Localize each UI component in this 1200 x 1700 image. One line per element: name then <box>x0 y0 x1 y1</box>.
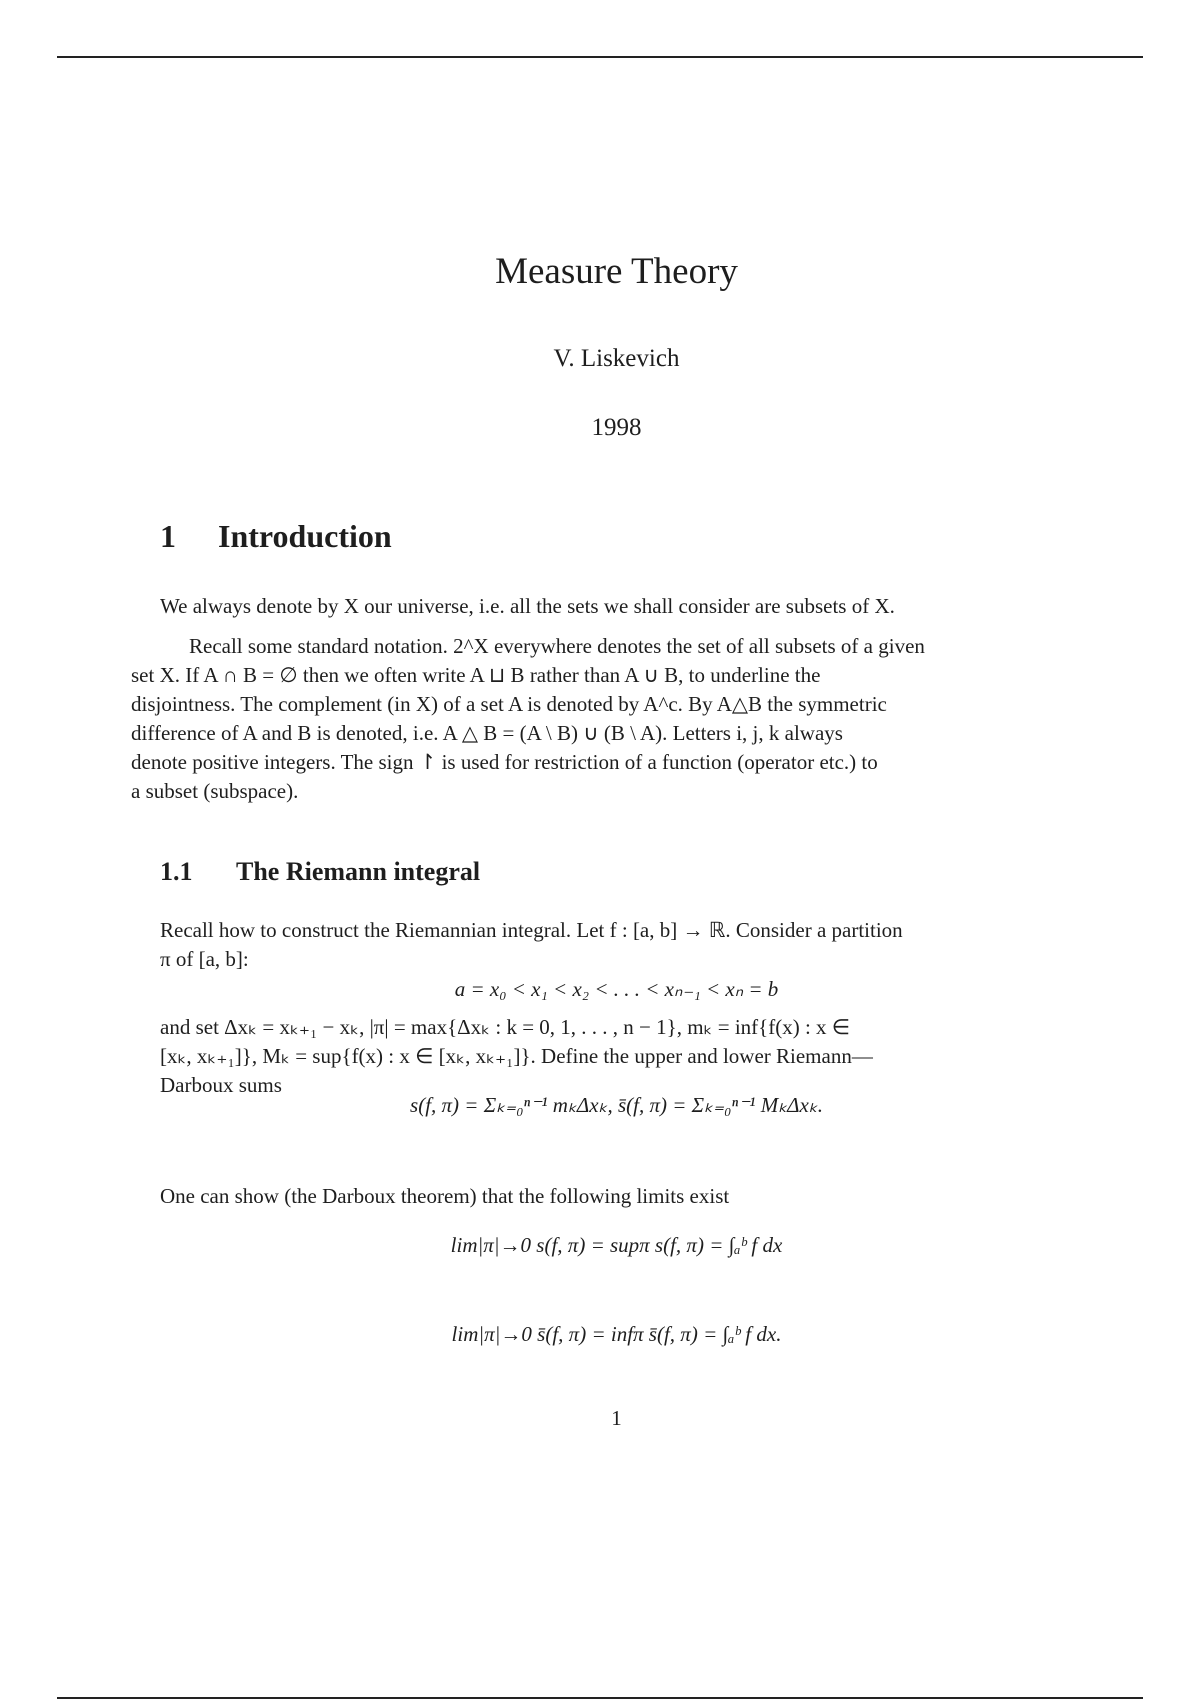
paragraph-partition <box>160 916 1072 974</box>
text-line: disjointness. The complement (in X) of a set A is denoted by A^c. By A△B the symmetric <box>131 692 887 716</box>
equation-partition: a = x₀ < x₁ < x₂ < . . . < xₙ₋₁ < xₙ = b <box>454 977 779 1001</box>
text-line: a subset (subspace). <box>131 779 299 803</box>
text-line: Recall how to construct the Riemannian integral. Let f : [a, b] → ℝ. Consider a partition <box>160 918 903 942</box>
equation-upper-integral: lim|π|→0 s̄(f, π) = infπ s̄(f, π) = ∫ₐᵇ f dx. <box>451 1322 782 1346</box>
document-title: Measure Theory <box>495 251 738 292</box>
equation-darboux-sums: s(f, π) = Σₖ₌₀ⁿ⁻¹ mₖΔxₖ, s̄(f, π) = Σₖ₌₀ⁿ⁻¹ MₖΔxₖ. <box>410 1093 823 1117</box>
top-rule <box>57 56 1143 58</box>
text-line: set X. If A ∩ B = ∅ then we often write A ⊔ B rather than A ∪ B, to underline the <box>131 663 821 687</box>
equation-lower-integral: lim|π|→0 s(f, π) = supπ s(f, π) = ∫ₐᵇ f dx <box>450 1233 783 1257</box>
paragraph-darboux-setup <box>160 1013 1072 1100</box>
paragraph-darboux-theorem: One can show (the Darboux theorem) that the following limits exist <box>160 1184 730 1208</box>
paragraph-notation <box>131 632 1072 806</box>
section-heading-introduction <box>160 518 392 555</box>
text-line: [xₖ, xₖ₊₁]}, Mₖ = sup{f(x) : x ∈ [xₖ, xₖ₊₁]}. Define the upper and lower Riemann— <box>160 1044 873 1068</box>
section-title: Introduction <box>218 518 392 554</box>
text-line: π of [a, b]: <box>160 947 249 971</box>
text-line: Recall some standard notation. 2^X everywhere denotes the set of all subsets of a given <box>189 634 925 658</box>
text-line: and set Δxₖ = xₖ₊₁ − xₖ, |π| = max{Δxₖ : k = 0, 1, . . . , n − 1}, mₖ = inf{f(x) : x ∈ <box>160 1015 851 1039</box>
subsection-title: The Riemann integral <box>236 857 481 886</box>
paragraph-universe: We always denote by X our universe, i.e. all the sets we shall consider are subsets of X. <box>160 594 895 618</box>
page-number: 1 <box>611 1406 622 1430</box>
author-name: V. Liskevich <box>553 345 680 372</box>
text-line: denote positive integers. The sign ↾ is used for restriction of a function (operator etc.) to <box>131 750 878 774</box>
publication-year: 1998 <box>591 414 642 441</box>
text-line: difference of A and B is denoted, i.e. A △ B = (A \ B) ∪ (B \ A). Letters i, j, k always <box>131 721 843 745</box>
subsection-number: 1.1 <box>160 857 193 886</box>
text-line: Darboux sums <box>160 1073 282 1097</box>
section-number: 1 <box>160 518 176 554</box>
subsection-heading-riemann-integral <box>160 857 480 887</box>
bottom-rule <box>57 1697 1143 1699</box>
